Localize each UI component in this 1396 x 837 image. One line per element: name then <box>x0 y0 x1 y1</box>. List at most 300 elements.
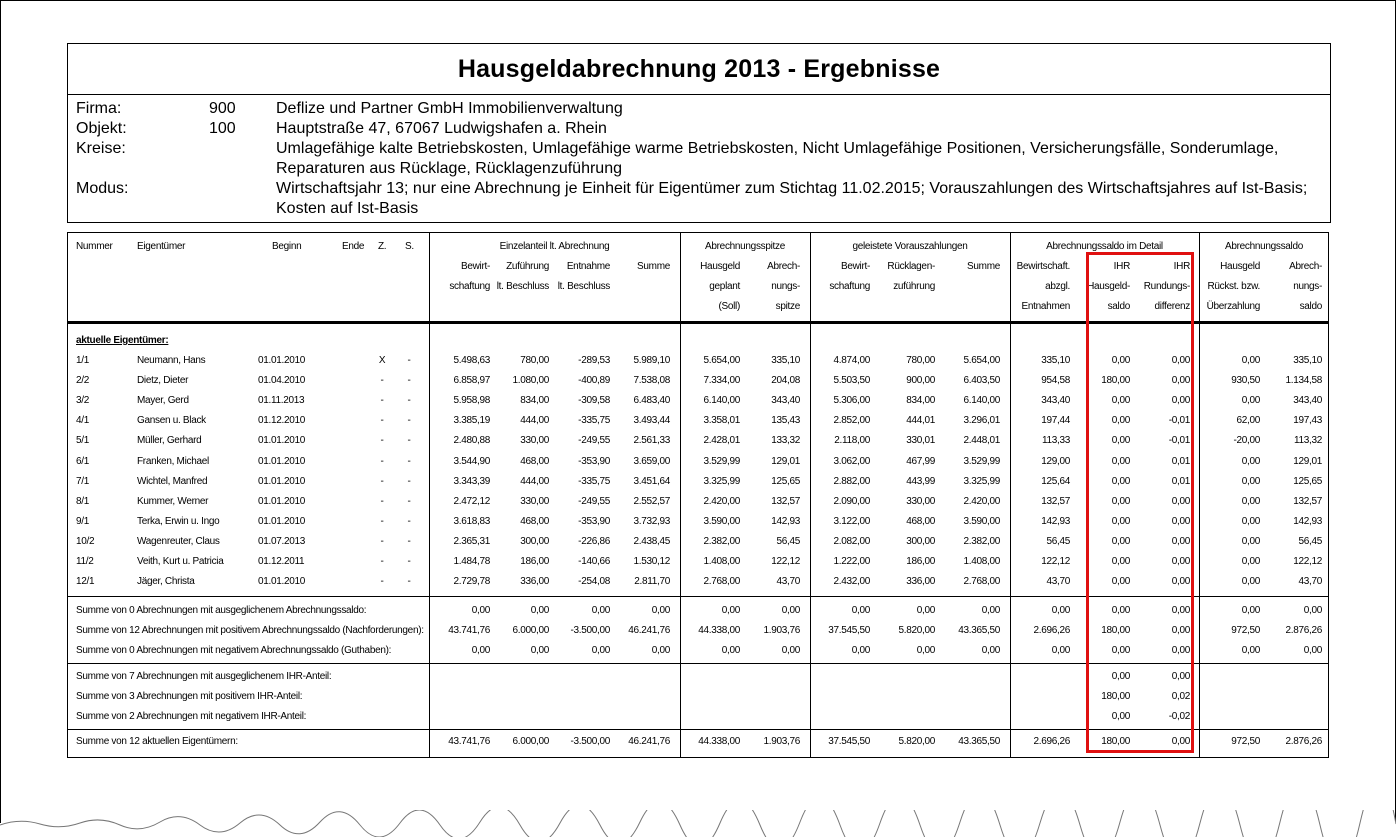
row-begin: 01.01.2010 <box>258 435 306 446</box>
column-header: Abrech- <box>767 261 800 272</box>
row-value: 0,00 <box>1241 496 1260 507</box>
row-value: 2.882,00 <box>833 476 870 487</box>
row-value: 3.544,90 <box>453 456 490 467</box>
summary-value: 0,00 <box>471 645 490 656</box>
total-value: 46.241,76 <box>628 736 670 747</box>
row-value: 468,00 <box>520 516 549 527</box>
row-number: 11/2 <box>76 556 94 567</box>
row-value: 0,00 <box>1111 556 1130 567</box>
row-value: 444,01 <box>906 415 935 426</box>
row-value: -226,86 <box>578 536 610 547</box>
summary-value: 0,00 <box>981 605 1000 616</box>
row-value: -353,90 <box>578 516 610 527</box>
row-value: 1.222,00 <box>833 556 870 567</box>
row-value: 2.438,45 <box>633 536 670 547</box>
row-value: 0,00 <box>1111 536 1130 547</box>
row-value: 467,99 <box>906 456 935 467</box>
row-value: 7.538,08 <box>633 375 670 386</box>
row-value: 330,00 <box>520 496 549 507</box>
row-number: 4/1 <box>76 415 90 426</box>
row-number: 8/1 <box>76 496 90 507</box>
column-header: IHR <box>1173 261 1190 272</box>
info-text: Umlagefähige kalte Betriebskosten, Umlagefähige warme Betriebskosten, Nicht Umlagefähige Positionen, Versicherungsfälle, Sonderumlage, Reparaturen aus Rücklage, Rücklagenzuführung <box>276 140 1279 177</box>
row-s: - <box>407 496 411 507</box>
row-value: 6.858,97 <box>453 375 490 386</box>
info-firma <box>76 99 1326 119</box>
column-header: (Soll) <box>718 301 740 312</box>
ihr-summary-label: Summe von 7 Abrechnungen mit ausgeglichenem IHR-Anteil: <box>76 671 332 682</box>
row-value: 2.428,01 <box>703 435 740 446</box>
row-value: 0,00 <box>1171 496 1190 507</box>
ihr-saldo-value: 0,00 <box>1111 671 1130 682</box>
row-begin: 01.01.2010 <box>258 516 306 527</box>
summary-label: Summe von 0 Abrechnungen mit negativem Abrechnungssaldo (Guthaben): <box>76 645 392 656</box>
row-value: 186,00 <box>520 556 549 567</box>
row-value: 3.659,00 <box>633 456 670 467</box>
row-begin: 01.01.2010 <box>258 496 306 507</box>
total-value: 6.000,00 <box>512 736 549 747</box>
column-header: Abrech- <box>1289 261 1322 272</box>
row-owner: Wagenreuter, Claus <box>137 536 220 547</box>
total-value: 1.903,76 <box>763 736 800 747</box>
total-value: 43.741,76 <box>448 736 490 747</box>
row-value: 2.472,12 <box>453 496 490 507</box>
info-kreise <box>76 139 1326 179</box>
row-value: 2.432,00 <box>833 576 870 587</box>
row-value: -0,01 <box>1168 435 1190 446</box>
column-header: Überzahlung <box>1206 301 1260 312</box>
column-header: abzgl. <box>1045 281 1070 292</box>
report-header <box>67 43 1331 223</box>
row-value: 343,40 <box>771 395 800 406</box>
row-value: 0,00 <box>1241 395 1260 406</box>
summary-value: 0,00 <box>591 605 610 616</box>
row-value: 0,00 <box>1111 415 1130 426</box>
row-value: -20,00 <box>1233 435 1260 446</box>
row-value: -353,90 <box>578 456 610 467</box>
row-s: - <box>407 476 411 487</box>
row-owner: Müller, Gerhard <box>137 435 202 446</box>
summary-value: 5.820,00 <box>898 625 935 636</box>
summary-value: 0,00 <box>916 605 935 616</box>
col-header-2: Beginn <box>272 241 302 252</box>
row-value: 0,00 <box>1171 395 1190 406</box>
row-begin: 01.01.2010 <box>258 355 306 366</box>
row-value: 62,00 <box>1236 415 1260 426</box>
ihr-diff-value: 0,02 <box>1171 691 1190 702</box>
row-value: 2.480,88 <box>453 435 490 446</box>
summary-value: 0,00 <box>1171 625 1190 636</box>
row-owner: Terka, Erwin u. Ingo <box>137 516 220 527</box>
row-value: 0,00 <box>1111 355 1130 366</box>
total-label: Summe von 12 aktuellen Eigentümern: <box>76 736 238 747</box>
section-label: aktuelle Eigentümer: <box>76 335 169 346</box>
ihr-summary-label: Summe von 3 Abrechnungen mit positivem IHR-Anteil: <box>76 691 303 702</box>
info-text: Wirtschaftsjahr 13; nur eine Abrechnung je Einheit für Eigentümer zum Stichtag 11.02.2015; Vorauszahlungen des Wirtschaftsjahres auf Ist-Basis; Kosten auf Ist-Basis <box>276 180 1308 217</box>
column-header: spitze <box>775 301 800 312</box>
summary-value: 0,00 <box>1241 605 1260 616</box>
col-header-4: Z. <box>378 241 387 252</box>
row-value: -249,55 <box>578 496 610 507</box>
column-header: saldo <box>1299 301 1322 312</box>
total-value: 180,00 <box>1101 736 1130 747</box>
row-value: 335,10 <box>1041 355 1070 366</box>
row-value: 0,00 <box>1241 476 1260 487</box>
row-s: - <box>407 375 411 386</box>
column-header: Entnahme <box>566 261 610 272</box>
row-value: 3.732,93 <box>633 516 670 527</box>
row-s: - <box>407 415 411 426</box>
row-value: 197,44 <box>1041 415 1070 426</box>
row-value: 204,08 <box>771 375 800 386</box>
row-value: 125,65 <box>771 476 800 487</box>
row-s: - <box>407 576 411 587</box>
summary-value: 46.241,76 <box>628 625 670 636</box>
row-value: 3.343,39 <box>453 476 490 487</box>
column-header: geplant <box>709 281 740 292</box>
row-value: 2.118,00 <box>834 435 870 446</box>
column-header: IHR <box>1113 261 1130 272</box>
summary-value: 0,00 <box>981 645 1000 656</box>
row-value: 125,65 <box>1293 476 1322 487</box>
column-header: Bewirtschaft. <box>1016 261 1070 272</box>
row-value: 56,45 <box>776 536 800 547</box>
row-value: 6.140,00 <box>963 395 1000 406</box>
row-value: 2.382,00 <box>963 536 1000 547</box>
row-value: 0,00 <box>1241 536 1260 547</box>
row-number: 3/2 <box>76 395 90 406</box>
row-value: 444,00 <box>520 415 549 426</box>
row-begin: 01.04.2010 <box>258 375 306 386</box>
row-z: - <box>380 556 384 567</box>
row-value: 5.498,63 <box>453 355 490 366</box>
total-value: 43.365,50 <box>958 736 1000 747</box>
ihr-highlight-box <box>1086 252 1194 753</box>
row-begin: 01.07.2013 <box>258 536 306 547</box>
torn-paper-edge <box>0 810 1396 837</box>
row-value: 336,00 <box>906 576 935 587</box>
total-value: 2.696,26 <box>1033 736 1070 747</box>
info-label: Objekt: <box>76 120 127 137</box>
row-value: 6.140,00 <box>703 395 740 406</box>
column-header: Hausgeld <box>700 261 740 272</box>
table-left-border <box>67 232 68 758</box>
row-value: 129,00 <box>1041 456 1070 467</box>
summary-value: 0,00 <box>530 645 549 656</box>
ihr-diff-value: 0,00 <box>1171 671 1190 682</box>
row-value: -335,75 <box>578 415 610 426</box>
row-value: 3.618,83 <box>453 516 490 527</box>
summary-value: -3.500,00 <box>570 625 610 636</box>
row-begin: 01.12.2010 <box>258 415 306 426</box>
row-value: 5.306,00 <box>833 395 870 406</box>
summary-value: 44.338,00 <box>698 625 740 636</box>
row-value: 2.852,00 <box>833 415 870 426</box>
row-number: 1/1 <box>76 355 90 366</box>
row-value: 335,10 <box>771 355 800 366</box>
row-value: 930,50 <box>1231 375 1260 386</box>
row-value: 3.590,00 <box>703 516 740 527</box>
ihr-diff-value: -0,02 <box>1168 711 1190 722</box>
row-value: 780,00 <box>906 355 935 366</box>
row-number: 2/2 <box>76 375 90 386</box>
column-header: nungs- <box>1293 281 1322 292</box>
summary-value: 0,00 <box>651 645 670 656</box>
row-value: 129,01 <box>771 456 800 467</box>
total-value: -3.500,00 <box>570 736 610 747</box>
column-header: Summe <box>637 261 670 272</box>
column-header: Entnahmen <box>1021 301 1070 312</box>
row-begin: 01.01.2010 <box>258 456 306 467</box>
column-header: Zuführung <box>506 261 549 272</box>
row-value: 132,57 <box>1041 496 1070 507</box>
info-objekt <box>76 119 1326 139</box>
row-value: 0,00 <box>1171 536 1190 547</box>
row-value: 2.090,00 <box>833 496 870 507</box>
row-value: 444,00 <box>520 476 549 487</box>
row-value: 343,40 <box>1041 395 1070 406</box>
row-value: 0,00 <box>1241 576 1260 587</box>
row-value: 0,01 <box>1171 456 1190 467</box>
row-value: 1.134,58 <box>1285 375 1322 386</box>
table-top-border <box>67 232 1329 233</box>
total-value: 44.338,00 <box>698 736 740 747</box>
row-value: -335,75 <box>578 476 610 487</box>
row-value: 0,00 <box>1111 435 1130 446</box>
info-modus <box>76 179 1326 219</box>
col-header-0: Nummer <box>76 241 113 252</box>
row-value: -140,66 <box>578 556 610 567</box>
table-right-border <box>1328 232 1329 758</box>
row-value: 122,12 <box>1293 556 1322 567</box>
row-owner: Dietz, Dieter <box>137 375 189 386</box>
total-value: 2.876,26 <box>1285 736 1322 747</box>
row-value: -400,89 <box>578 375 610 386</box>
summary-value: 0,00 <box>916 645 935 656</box>
summary-value: 0,00 <box>1051 605 1070 616</box>
summary-value: 2.876,26 <box>1285 625 1322 636</box>
row-value: -0,01 <box>1168 415 1190 426</box>
row-value: 330,00 <box>520 435 549 446</box>
col-header-3: Ende <box>342 241 365 252</box>
summary-value: 0,00 <box>1303 645 1322 656</box>
info-label: Firma: <box>76 100 122 117</box>
row-value: 0,00 <box>1111 476 1130 487</box>
row-value: 7.334,00 <box>703 375 740 386</box>
row-value: 3.385,19 <box>453 415 490 426</box>
summary-value: 0,00 <box>651 605 670 616</box>
row-value: 0,00 <box>1171 355 1190 366</box>
row-z: - <box>380 496 384 507</box>
row-value: 5.503,50 <box>833 375 870 386</box>
column-header: Summe <box>967 261 1000 272</box>
column-header: zuführung <box>893 281 935 292</box>
col-header-5: S. <box>405 241 414 252</box>
row-value: 0,00 <box>1241 556 1260 567</box>
row-value: -249,55 <box>578 435 610 446</box>
total-value: 0,00 <box>1171 736 1190 747</box>
summary-value: 0,00 <box>1171 605 1190 616</box>
row-value: 5.989,10 <box>633 355 670 366</box>
row-value: 0,00 <box>1171 516 1190 527</box>
row-z: - <box>380 415 384 426</box>
row-value: -309,58 <box>578 395 610 406</box>
ihr-saldo-value: 0,00 <box>1111 711 1130 722</box>
row-z: - <box>380 395 384 406</box>
row-z: X <box>378 355 386 366</box>
column-header: nungs- <box>771 281 800 292</box>
row-value: 335,10 <box>1293 355 1322 366</box>
info-code: 900 <box>209 100 236 117</box>
info-text: Deflize und Partner GmbH Immobilienverwaltung <box>276 100 623 117</box>
row-value: 0,00 <box>1171 375 1190 386</box>
row-z: - <box>380 456 384 467</box>
row-value: 2.420,00 <box>963 496 1000 507</box>
col-header-1: Eigentümer <box>137 241 186 252</box>
summary-value: 0,00 <box>530 605 549 616</box>
row-value: 6.403,50 <box>963 375 1000 386</box>
row-owner: Kummer, Werner <box>137 496 209 507</box>
row-value: 43,70 <box>1046 576 1070 587</box>
summary-value: 0,00 <box>1111 645 1130 656</box>
summary-value: 0,00 <box>1111 605 1130 616</box>
row-value: 0,00 <box>1111 496 1130 507</box>
row-owner: Jäger, Christa <box>137 576 195 587</box>
row-value: 132,57 <box>1293 496 1322 507</box>
row-z: - <box>380 435 384 446</box>
summary-value: 0,00 <box>1241 645 1260 656</box>
row-value: 2.082,00 <box>833 536 870 547</box>
row-owner: Mayer, Gerd <box>137 395 189 406</box>
row-value: 3.590,00 <box>963 516 1000 527</box>
row-value: 3.451,64 <box>633 476 670 487</box>
row-value: 3.493,44 <box>633 415 670 426</box>
row-number: 9/1 <box>76 516 90 527</box>
group-header: Einzelanteil lt. Abrechnung <box>499 241 610 252</box>
group-separator <box>429 232 430 758</box>
row-begin: 01.01.2010 <box>258 576 306 587</box>
group-header: Abrechnungssaldo <box>1224 241 1304 252</box>
row-value: 2.420,00 <box>703 496 740 507</box>
row-value: 0,00 <box>1171 556 1190 567</box>
row-value: 186,00 <box>906 556 935 567</box>
row-value: 834,00 <box>906 395 935 406</box>
row-value: 780,00 <box>520 355 549 366</box>
row-value: 2.552,57 <box>633 496 670 507</box>
row-value: 122,12 <box>771 556 800 567</box>
row-z: - <box>380 375 384 386</box>
summary-value: 0,00 <box>1051 645 1070 656</box>
row-value: 2.561,33 <box>633 435 670 446</box>
row-value: 122,12 <box>1041 556 1070 567</box>
row-s: - <box>407 516 411 527</box>
row-number: 7/1 <box>76 476 90 487</box>
row-value: 3.122,00 <box>833 516 870 527</box>
row-value: 5.654,00 <box>963 355 1000 366</box>
column-header: lt. Beschluss <box>496 281 549 292</box>
row-value: 113,33 <box>1041 435 1070 446</box>
row-value: 3.529,99 <box>963 456 1000 467</box>
row-value: 197,43 <box>1293 415 1322 426</box>
column-header: Bewirt- <box>840 261 870 272</box>
row-value: 336,00 <box>520 576 549 587</box>
summary-label: Summe von 12 Abrechnungen mit positivem Abrechnungssaldo (Nachforderungen): <box>76 625 424 636</box>
ihr-summary-label: Summe von 2 Abrechnungen mit negativem IHR-Anteil: <box>76 711 307 722</box>
column-header: schaftung <box>829 281 870 292</box>
summary-value: 0,00 <box>851 645 870 656</box>
group-header: geleistete Vorauszahlungen <box>852 241 968 252</box>
row-value: 0,00 <box>1171 576 1190 587</box>
row-s: - <box>407 456 411 467</box>
row-value: 3.529,99 <box>703 456 740 467</box>
row-value: 300,00 <box>906 536 935 547</box>
report-title: Hausgeldabrechnung 2013 - Ergebnisse <box>457 54 941 83</box>
row-value: 468,00 <box>906 516 935 527</box>
row-owner: Franken, Michael <box>137 456 209 467</box>
row-value: 6.483,40 <box>633 395 670 406</box>
row-s: - <box>407 355 411 366</box>
ihr-saldo-value: 180,00 <box>1101 691 1130 702</box>
row-value: 343,40 <box>1293 395 1322 406</box>
row-value: 3.325,99 <box>703 476 740 487</box>
column-header: Hausgeld <box>1220 261 1260 272</box>
row-value: 0,00 <box>1241 516 1260 527</box>
row-value: 1.530,12 <box>633 556 670 567</box>
row-value: 0,00 <box>1111 576 1130 587</box>
row-value: 5.654,00 <box>703 355 740 366</box>
summary-value: 0,00 <box>591 645 610 656</box>
table-bottom-border <box>67 757 1329 758</box>
total-value: 972,50 <box>1231 736 1260 747</box>
row-s: - <box>407 395 411 406</box>
group-separator <box>810 232 811 758</box>
row-value: 3.296,01 <box>963 415 1000 426</box>
row-value: 1.408,00 <box>703 556 740 567</box>
summary-value: 0,00 <box>721 645 740 656</box>
row-s: - <box>407 536 411 547</box>
column-header: lt. Beschluss <box>557 281 610 292</box>
row-value: 56,45 <box>1046 536 1070 547</box>
row-value: 113,32 <box>1293 435 1322 446</box>
row-owner: Gansen u. Black <box>137 415 206 426</box>
group-header: Abrechnungsspitze <box>705 241 785 252</box>
row-value: 3.325,99 <box>963 476 1000 487</box>
total-value: 5.820,00 <box>898 736 935 747</box>
row-owner: Veith, Kurt u. Patricia <box>137 556 224 567</box>
row-value: 3.062,00 <box>833 456 870 467</box>
row-value: 468,00 <box>520 456 549 467</box>
row-value: 2.768,00 <box>703 576 740 587</box>
info-label: Modus: <box>76 180 129 197</box>
row-number: 5/1 <box>76 435 90 446</box>
row-value: 2.768,00 <box>963 576 1000 587</box>
row-value: 1.408,00 <box>963 556 1000 567</box>
row-value: 129,01 <box>1293 456 1322 467</box>
summary-value: 0,00 <box>781 645 800 656</box>
row-value: 2.448,01 <box>963 435 1000 446</box>
info-text: Hauptstraße 47, 67067 Ludwigshafen a. Rhein <box>276 120 607 137</box>
row-value: 125,64 <box>1041 476 1070 487</box>
row-value: 2.382,00 <box>703 536 740 547</box>
summary-value: 0,00 <box>851 605 870 616</box>
row-begin: 01.11.2013 <box>258 395 305 406</box>
row-value: 132,57 <box>771 496 800 507</box>
row-s: - <box>407 556 411 567</box>
row-number: 6/1 <box>76 456 90 467</box>
row-begin: 01.01.2010 <box>258 476 306 487</box>
row-value: 954,58 <box>1041 375 1070 386</box>
column-header: Bewirt- <box>460 261 490 272</box>
